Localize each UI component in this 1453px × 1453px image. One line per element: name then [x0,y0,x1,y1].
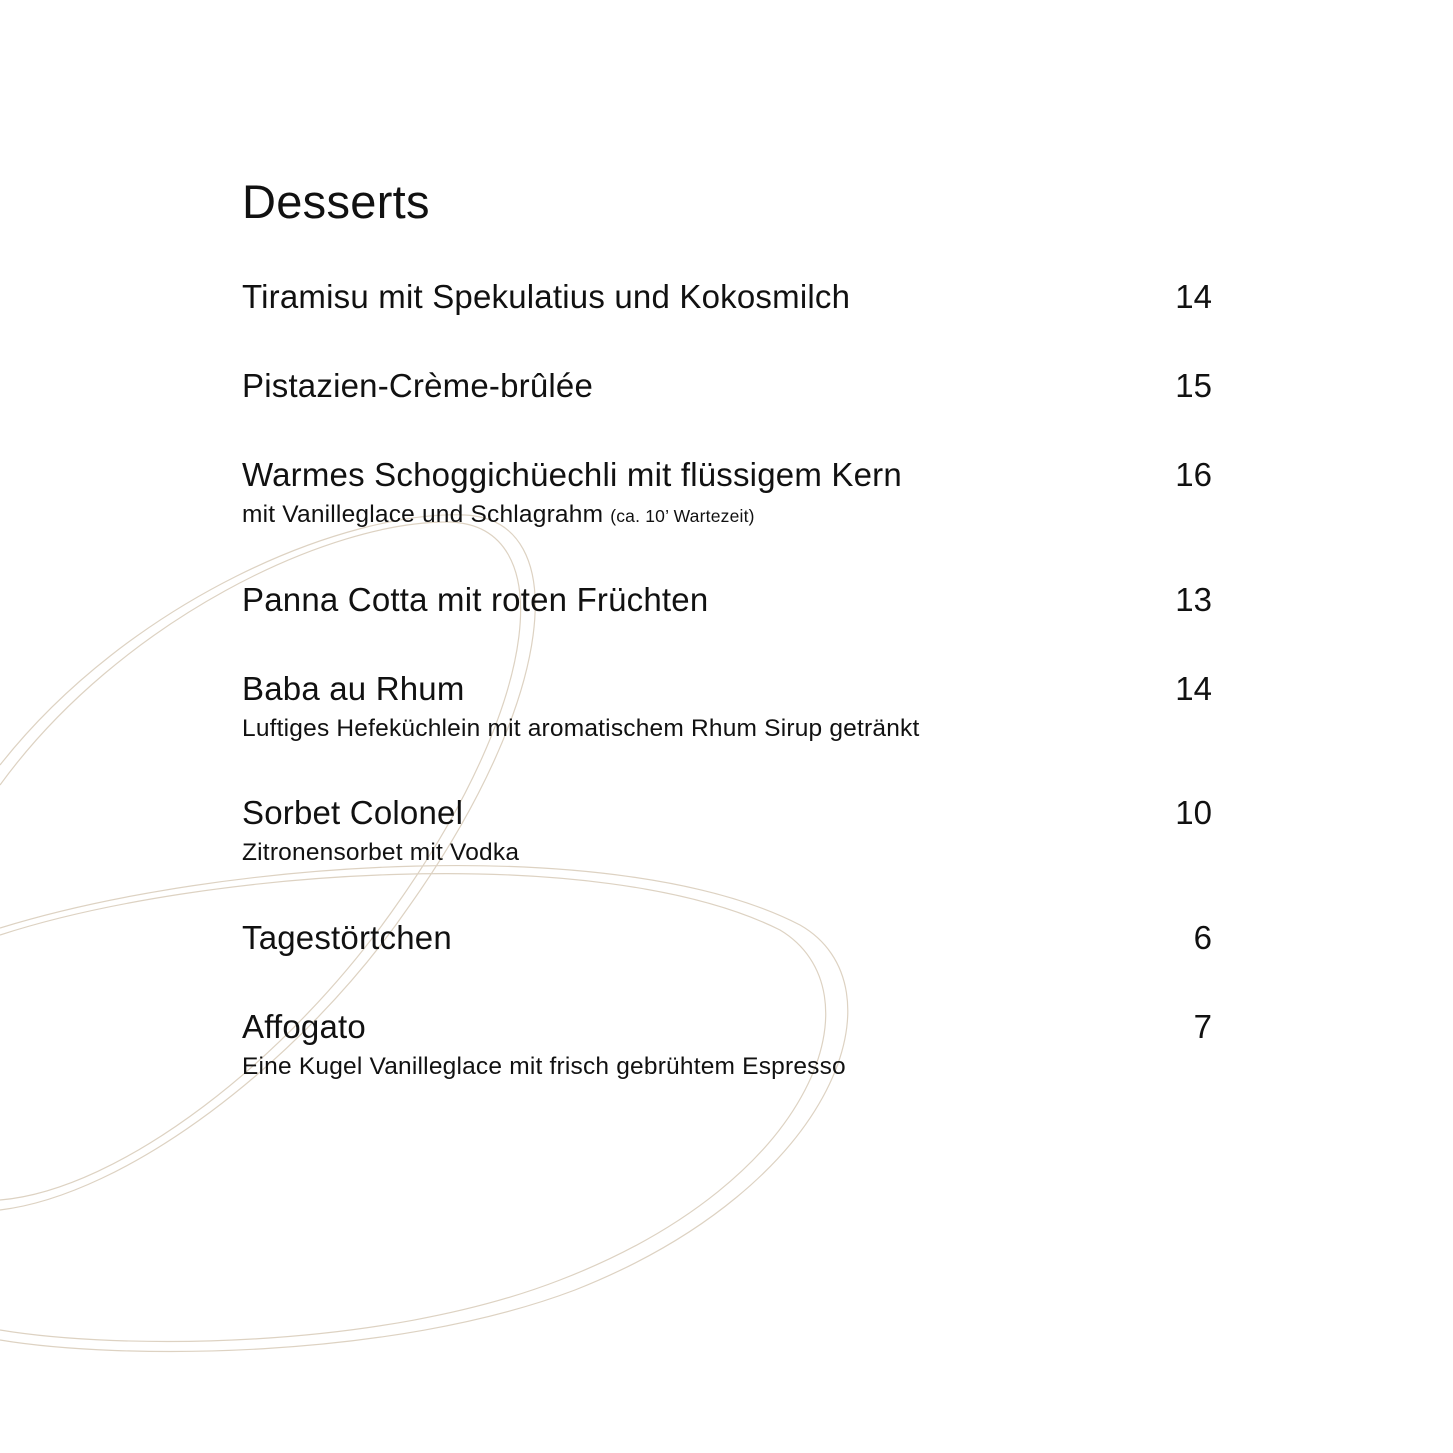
menu-item-row [242,791,1212,835]
menu-item [242,667,1212,745]
menu-item-price: 16 [1175,456,1212,493]
menu-item-name: Affogato [242,1008,366,1045]
menu-title: Desserts [242,175,430,228]
menu-item-price: 14 [1175,278,1212,315]
menu-item-description-text: Zitronensorbet mit Vodka [242,839,520,866]
menu-item-price: 10 [1175,794,1212,831]
menu-item-row [242,275,1212,319]
menu-item-note: (ca. 10’ Wartezeit) [610,506,755,526]
menu-item-name: Tagestörtchen [242,919,452,956]
menu-item-name: Panna Cotta mit roten Früchten [242,581,709,618]
menu-item-row [242,1005,1212,1049]
menu-item-row [242,578,1212,622]
menu-item-description [242,1051,1212,1083]
menu-item-description [242,499,1212,532]
menu-item-name: Tiramisu mit Spekulatius und Kokosmilch [242,278,851,315]
menu-item-price: 6 [1193,919,1212,956]
menu-item [242,1005,1212,1083]
menu-item-row [242,667,1212,711]
dessert-menu [242,0,1212,1453]
menu-item-price: 13 [1175,581,1212,618]
menu-item [242,364,1212,408]
menu-item-description-text: Eine Kugel Vanilleglace mit frisch gebrühtem Espresso [242,1053,846,1080]
menu-item-name: Baba au Rhum [242,670,465,707]
menu-item-row [242,916,1212,960]
menu-item [242,275,1212,319]
menu-item-name: Warmes Schoggichüechli mit flüssigem Kern [242,456,902,493]
menu-item-price: 14 [1175,670,1212,707]
menu-item [242,791,1212,869]
menu-item-price: 15 [1175,367,1212,404]
menu-item-name: Sorbet Colonel [242,794,464,831]
menu-item-name: Pistazien-Crème-brûlée [242,367,594,404]
menu-item [242,453,1212,532]
menu-item-description-text: mit Vanilleglace und Schlagrahm [242,501,604,528]
menu-item-row [242,453,1212,497]
menu-item-description [242,713,1212,745]
menu-item-description-text: Luftiges Hefeküchlein mit aromatischem Rhum Sirup getränkt [242,715,920,742]
menu-item [242,578,1212,622]
menu-item-row [242,364,1212,408]
menu-item-price: 7 [1193,1008,1212,1045]
menu-item [242,916,1212,960]
menu-item-description [242,837,1212,869]
